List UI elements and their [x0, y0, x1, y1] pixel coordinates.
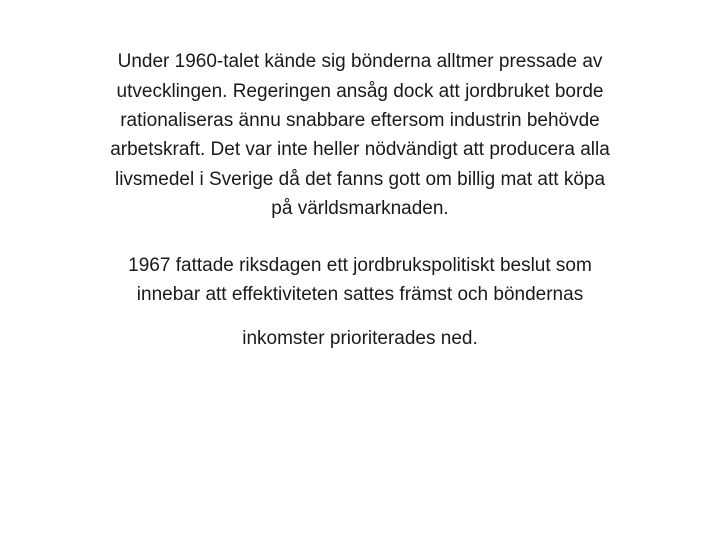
text-line: innebar att effektiviteten sattes främst och böndernas	[136, 284, 584, 305]
text-line: inkomster prioriterades ned.	[242, 328, 478, 349]
text-line: Under 1960-talet kände sig bönderna alltmer pressade av	[117, 51, 603, 72]
text-line: arbetskraft. Det var inte heller nödvändigt att producera alla	[110, 139, 610, 160]
text-line: 1967 fattade riksdagen ett jordbrukspolitiskt beslut som	[128, 255, 592, 276]
text-line: rationaliseras ännu snabbare eftersom industrin behövde	[120, 110, 600, 131]
text-line: på världsmarknaden.	[271, 198, 449, 219]
text-line: utvecklingen. Regeringen ansåg dock att jordbruket borde	[116, 81, 604, 102]
text-line: livsmedel i Sverige då det fanns gott om billig mat att köpa	[114, 169, 606, 190]
